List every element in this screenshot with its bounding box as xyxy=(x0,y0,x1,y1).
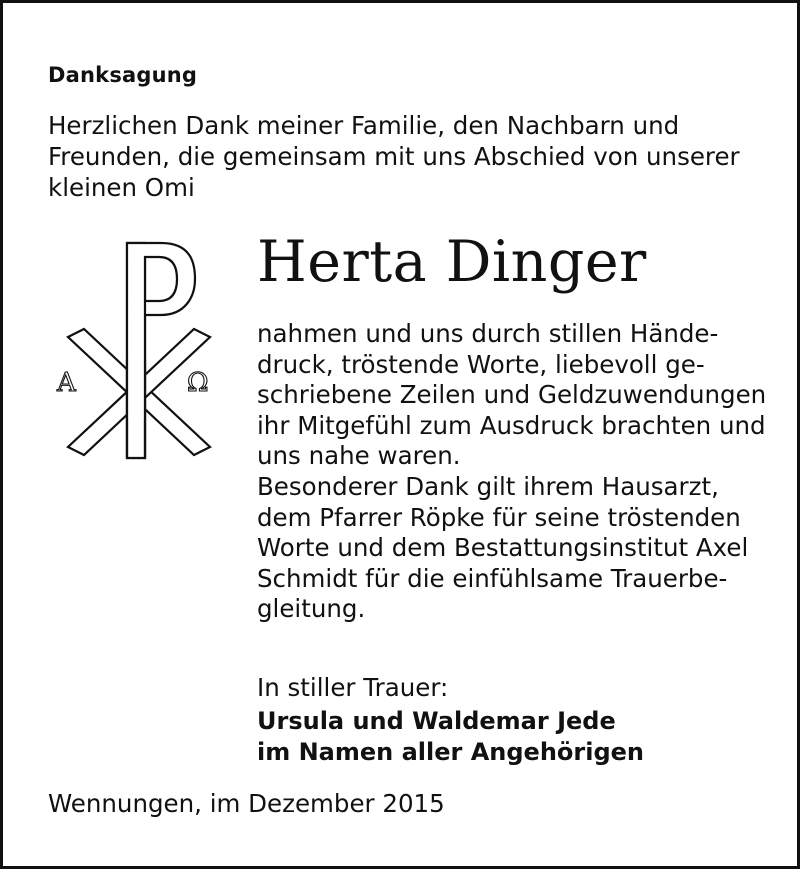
body-line: dem Pfarrer Röpke für seine tröstenden xyxy=(257,502,741,532)
signatory-line: im Namen aller Angehörigen xyxy=(257,738,645,766)
intro-line: kleinen Omi xyxy=(48,173,195,202)
body-line: nahmen und uns durch stillen Hände- xyxy=(257,319,719,348)
intro-line: Herzlichen Dank meiner Familie, den Nachbarn und xyxy=(48,111,680,140)
body-line: druck, tröstende Worte, liebevoll ge- xyxy=(257,349,705,379)
body-line: schriebene Zeilen und Geldzuwendungen xyxy=(257,380,767,410)
chi-rho-alpha-omega-icon xyxy=(43,239,233,464)
body-line: ihr Mitgefühl zum Ausdruck brachten und xyxy=(257,410,766,440)
notice-heading: Danksagung xyxy=(48,63,198,87)
body-line: gleitung. xyxy=(257,594,366,624)
intro-line: Freunden, die gemeinsam mit uns Abschied von unserer xyxy=(48,142,740,171)
omega-letter: Ω xyxy=(187,368,209,398)
deceased-name: Herta Dinger xyxy=(257,229,647,295)
signatory-line: Ursula und Waldemar Jede xyxy=(257,707,616,735)
intro-text xyxy=(48,110,768,203)
alpha-letter: A xyxy=(57,368,76,398)
signatories xyxy=(257,706,644,768)
body-line: Worte und dem Bestattungsinstitut Axel xyxy=(257,533,749,563)
closing-line: In stiller Trauer: xyxy=(257,673,449,702)
place-date: Wennungen, im Dezember 2015 xyxy=(48,789,445,818)
body-line: Besonderer Dank gilt ihrem Hausarzt, xyxy=(257,471,719,501)
body-line: uns nahe waren. xyxy=(257,441,461,471)
body-text xyxy=(257,319,777,625)
body-line: Schmidt für die einfühlsame Trauerbe- xyxy=(257,563,728,593)
